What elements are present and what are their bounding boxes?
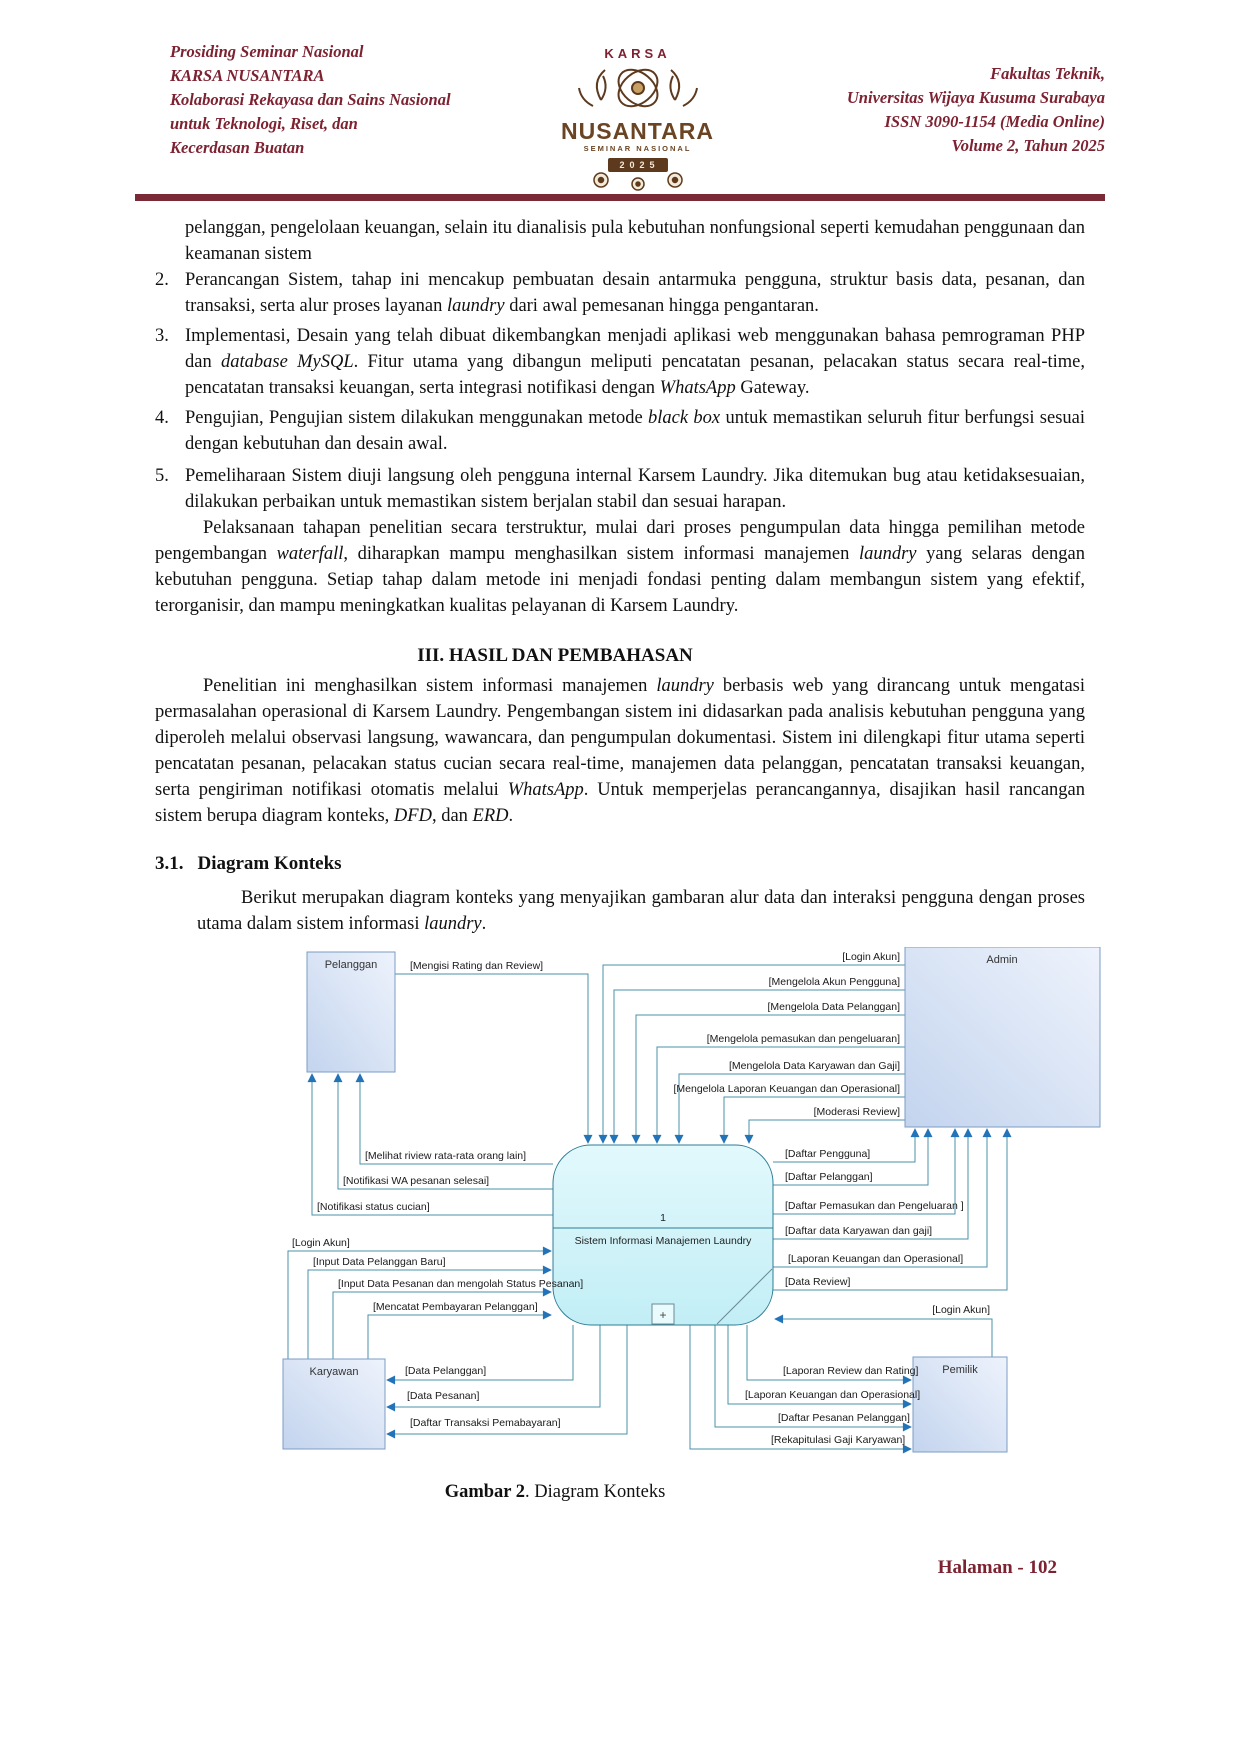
flow-label: [Mengelola Data Pelanggan]: [767, 1001, 900, 1013]
header-left-line: untuk Teknologi, Riset, dan: [170, 114, 358, 133]
flow-label: [Mengelola Laporan Keuangan dan Operasional]: [673, 1083, 900, 1095]
list-item-number: 3.: [155, 326, 169, 346]
entity-karyawan: [283, 1359, 385, 1449]
list-item-number: 2.: [155, 270, 169, 290]
header-right-line: Fakultas Teknik,: [990, 64, 1105, 83]
list-item-text: Perancangan Sistem, tahap ini mencakup pembuatan desain antarmuka pengguna, struktur basis data, pesanan, dan transaksi, serta alur proses layanan laundry dari awal pemesanan hingga pengantaran.: [185, 270, 1085, 316]
section-heading: III. HASIL DAN PEMBAHASAN: [417, 645, 693, 666]
list-item-number: 5.: [155, 466, 169, 486]
list-item: [155, 405, 1085, 457]
process-expand-indicator: +: [659, 1308, 667, 1322]
flow-label: [Moderasi Review]: [813, 1106, 900, 1118]
list-item: [155, 463, 1085, 515]
flow-label: [Data Pesanan]: [407, 1390, 480, 1402]
flow-label: [Mengisi Rating dan Review]: [410, 960, 544, 972]
process-sistem-informasi-manajemen-laundry: [553, 1145, 773, 1325]
paragraph: Pelaksanaan tahapan penelitian secara terstruktur, mulai dari proses pengumpulan data hingga pemilihan metode pengembangan waterfall, diharapkan mampu menghasilkan sistem informasi manajemen laundry yang selaras dengan kebutuhan pengguna. Setiap tahap dalam metode ini menjadi fondasi penting dalam membangun sistem yang efektif, terorganisir, dan mampu meningkatkan kualitas pelayanan di Karsem Laundry.: [155, 518, 1085, 616]
entity-label: Admin: [986, 954, 1018, 966]
paragraph: Penelitian ini menghasilkan sistem informasi manajemen laundry berbasis web yang dirancang untuk mengatasi permasalahan operasional di Karsem Laundry. Pengembangan sistem ini didasarkan pada analisis kebutuhan pengguna yang diperoleh melalui observasi langsung, wawancara, dan pengumpulan dokumentasi. Sistem ini dilengkapi fitur utama seperti pencatatan pesanan, pelacakan status cucian secara real-time, manajemen data pelanggan, pencatatan transaksi keuangan, serta pengiriman notifikasi otomatis melalui WhatsApp. Untuk memperjelas perancangannya, disajikan hasil rancangan sistem berupa diagram konteks, DFD, dan ERD.: [155, 676, 1085, 826]
list-item: [155, 323, 1085, 401]
paragraph: Berikut merupakan diagram konteks yang menyajikan gambaran alur data dan interaksi pengguna dengan proses utama dalam sistem informasi laundry.: [197, 888, 1085, 934]
context-diagram-figure: [255, 947, 1105, 1467]
flow-label: [Laporan Review dan Rating]: [783, 1365, 919, 1377]
list-item-text: Pemeliharaan Sistem diuji langsung oleh pengguna internal Karsem Laundry. Jika ditemukan bug atau ketidaksesuaian, dilakukan perbaikan untuk memastikan sistem berjalan stabil dan sesuai harapan.: [185, 466, 1085, 512]
subsection-title: Diagram Konteks: [197, 853, 342, 874]
header-left-text: [135, 40, 530, 160]
subsection-number: 3.1.: [155, 853, 184, 874]
flow-label: [Mengelola pemasukan dan pengeluaran]: [706, 1033, 900, 1045]
header-right-line: Volume 2, Tahun 2025: [951, 136, 1105, 155]
flow-label: [Input Data Pesanan dan mengolah Status Pesanan]: [338, 1278, 584, 1290]
flow-label: [Mengelola Data Karyawan dan Gaji]: [728, 1060, 900, 1072]
header-left-line: Kolaborasi Rekayasa dan Sains Nasional: [170, 90, 451, 109]
article-body: [155, 215, 1085, 1579]
flow-label: [Login Akun]: [292, 1237, 350, 1249]
flow-label: [Daftar Pengguna]: [785, 1148, 871, 1160]
list-item-continuation: [155, 215, 1085, 267]
list-item: [155, 267, 1085, 319]
entity-label: Pelanggan: [324, 959, 378, 971]
process-number: 1: [660, 1212, 666, 1224]
flow-label: [Laporan Keuangan dan Operasional]: [788, 1253, 964, 1265]
header-right-text: [745, 40, 1105, 158]
list-item-text: pelanggan, pengelolaan keuangan, selain itu dianalisis pula kebutuhan nonfungsional seperti kemudahan penggunaan dan keamanan sistem: [185, 218, 1085, 264]
logo-sub-text: SEMINAR NASIONAL: [583, 144, 692, 153]
flow-label: [Daftar Pesanan Pelanggan]: [778, 1412, 910, 1424]
entity-admin: [905, 947, 1100, 1127]
header-right-line: Universitas Wijaya Kusuma Surabaya: [846, 88, 1105, 107]
flow-label: [Laporan Keuangan dan Operasional]: [745, 1389, 921, 1401]
process-name: Sistem Informasi Manajemen Laundry: [574, 1235, 752, 1247]
context-diagram: [255, 947, 1105, 1467]
header-right-line: ISSN 3090-1154 (Media Online): [884, 112, 1105, 131]
header-left-line: KARSA NUSANTARA: [170, 66, 325, 85]
flow-label: [Rekapitulasi Gaji Karyawan]: [771, 1434, 906, 1446]
flow-label: [Login Akun]: [842, 951, 900, 963]
flow-label: [Daftar Pemasukan dan Pengeluaran ]: [785, 1200, 964, 1212]
logo-year-badge: 2025: [607, 158, 667, 172]
flow-label: [Mencatat Pembayaran Pelanggan]: [373, 1301, 538, 1313]
flow-label: [Login Akun]: [932, 1304, 990, 1316]
flow-label: [Notifikasi status cucian]: [317, 1201, 430, 1213]
page-number: Halaman - 102: [937, 1557, 1057, 1578]
list-item-text: Pengujian, Pengujian sistem dilakukan menggunakan metode black box untuk memastikan seluruh fitur berfungsi sesuai dengan kebutuhan dan desain awal.: [185, 408, 1085, 454]
list-item-number: 4.: [155, 408, 169, 428]
entity-pelanggan: [307, 952, 395, 1072]
header-left-line: Kecerdasan Buatan: [170, 138, 305, 157]
logo-main-text: NUSANTARA: [561, 118, 714, 144]
flow-label: [Daftar Pelanggan]: [785, 1171, 873, 1183]
entity-label: Pemilik: [942, 1364, 978, 1376]
figure-caption: [155, 1479, 955, 1505]
subsection-heading: [155, 851, 1085, 877]
entity-pemilik: [913, 1357, 1007, 1452]
flow-label: [Notifikasi WA pesanan selesai]: [343, 1175, 490, 1187]
page-header: [135, 40, 1105, 190]
karsa-nusantara-logo: [553, 40, 723, 198]
flow-label: [Input Data Pelanggan Baru]: [313, 1256, 446, 1268]
flow-label: [Mengelola Akun Pengguna]: [768, 976, 900, 988]
entity-label: Karyawan: [309, 1366, 359, 1378]
logo-top-text: KARSA: [604, 46, 671, 61]
flow-label: [Data Review]: [785, 1276, 851, 1288]
flow-label: [Daftar Transaksi Pemabayaran]: [410, 1417, 561, 1429]
flow-label: [Melihat riview rata-rata orang lain]: [365, 1150, 527, 1162]
list-item-text: Implementasi, Desain yang telah dibuat dikembangkan menjadi aplikasi web menggunakan bahasa pemrograman PHP dan database MySQL. Fitur utama yang dibangun meliputi pencatatan pesanan, pelacakan status secara real-time, pencatatan transaksi keuangan, serta integrasi notifikasi dengan WhatsApp Gateway.: [185, 326, 1085, 398]
header-left-line: Prosiding Seminar Nasional: [170, 42, 364, 61]
figure-caption-number: Gambar 2: [444, 1482, 526, 1502]
flow-label: [Data Pelanggan]: [405, 1365, 487, 1377]
figure-caption-text: . Diagram Konteks: [525, 1482, 666, 1502]
flow-label: [Daftar data Karyawan dan gaji]: [785, 1225, 933, 1237]
